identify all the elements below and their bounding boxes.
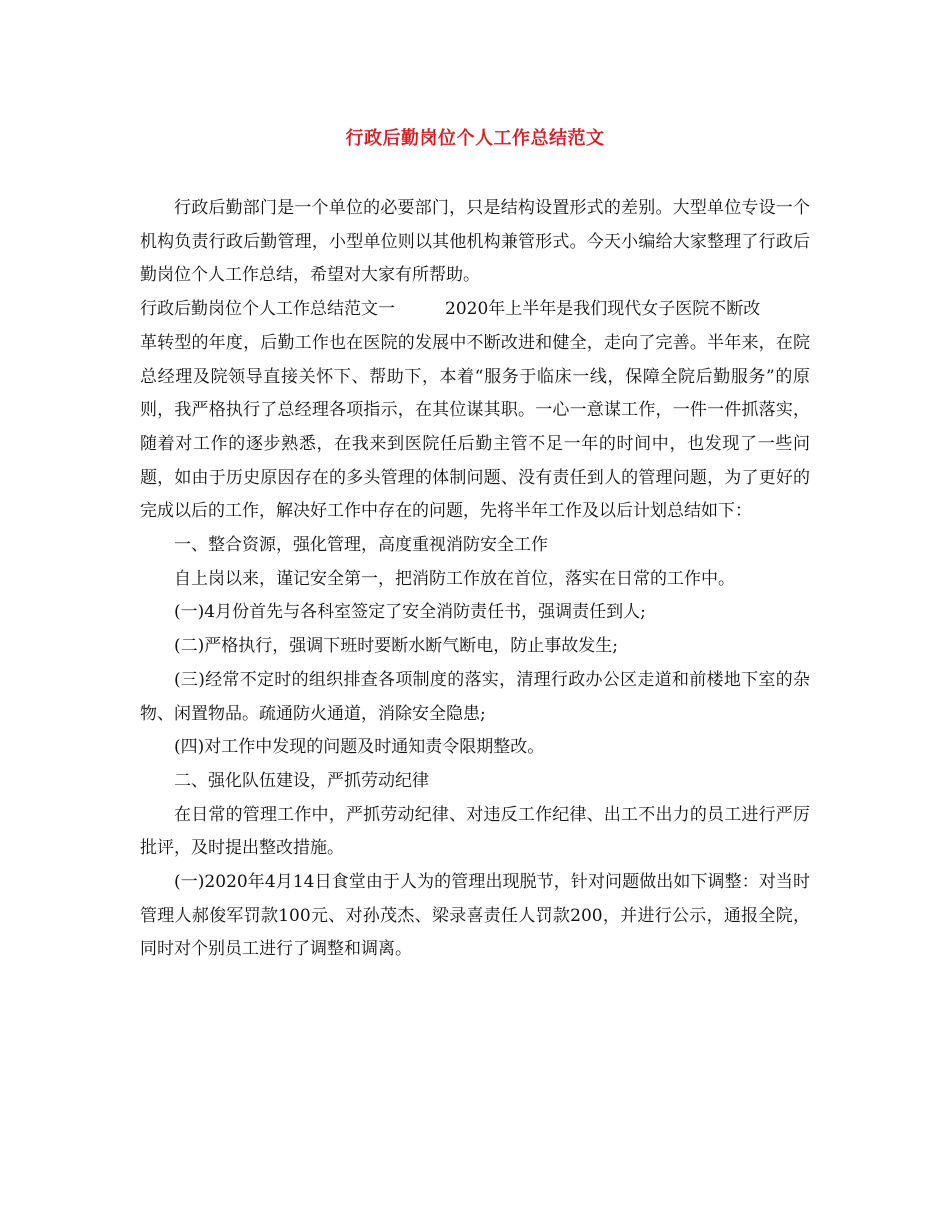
section-1-heading: 行政后勤岗位个人工作总结范文一: [140, 299, 395, 320]
section-1-lead: 2020年上半年是我们现代女子医院不断改: [445, 299, 761, 320]
paragraph-2: 在日常的管理工作中，严抓劳动纪律、对违反工作纪律、出工不出力的员工进行严厉批评，及时提出整改措施。: [140, 804, 810, 859]
heading-2: 二、强化队伍建设，严抓劳动纪律: [174, 770, 429, 791]
paragraph-1: 自上岗以来，谨记安全第一，把消防工作放在首位，落实在日常的工作中。: [174, 568, 735, 589]
section-1-opening: [140, 293, 810, 327]
document-title: 行政后勤岗位个人工作总结范文: [345, 128, 605, 149]
list-item-2-1: (一)2020年4月14日食堂由于人为的管理出现脱节，针对问题做出如下调整：对当时管理人郝俊军罚款100元、对孙茂杰、梁录喜责任人罚款200，并进行公示，通报全院，同时对个别员工进行了调整和调离。: [140, 872, 810, 960]
list-item-1-4: (四)对工作中发现的问题及时通知责令限期整改。: [174, 737, 545, 758]
document-body: [140, 192, 810, 967]
intro-paragraph: 行政后勤部门是一个单位的必要部门，只是结构设置形式的差别。大型单位专设一个机构负责行政后勤管理，小型单位则以其他机构兼管形式。今天小编给大家整理了行政后勤岗位个人工作总结，希望对大家有所帮助。: [140, 198, 810, 286]
list-item-1-1: (一)4月份首先与各科室签定了安全消防责任书，强调责任到人;: [174, 602, 646, 623]
list-item-1-2: (二)严格执行，强调下班时要断水断气断电，防止事故发生;: [174, 636, 618, 657]
heading-1: 一、整合资源，强化管理，高度重视消防安全工作: [174, 535, 548, 556]
section-1-body: 革转型的年度，后勤工作也在医院的发展中不断改进和健全，走向了完善。半年来，在院总经理及院领导直接关怀下、帮助下，本着“服务于临床一线，保障全院后勤服务”的原则，我严格执行了总经理各项指示，在其位谋其职。一心一意谋工作，一件一件抓落实，随着对工作的逐步熟悉，在我来到医院任后勤主管不足一年的时间中，也发现了一些问题，如由于历史原因存在的多头管理的体制问题、没有责任到人的管理问题，为了更好的完成以后的工作，解决好工作中存在的问题，先将半年工作及以后计划总结如下：: [140, 332, 810, 522]
list-item-1-3: (三)经常不定时的组织排查各项制度的落实，清理行政办公区走道和前楼地下室的杂物、闲置物品。疏通防火通道，消除安全隐患;: [140, 669, 810, 724]
